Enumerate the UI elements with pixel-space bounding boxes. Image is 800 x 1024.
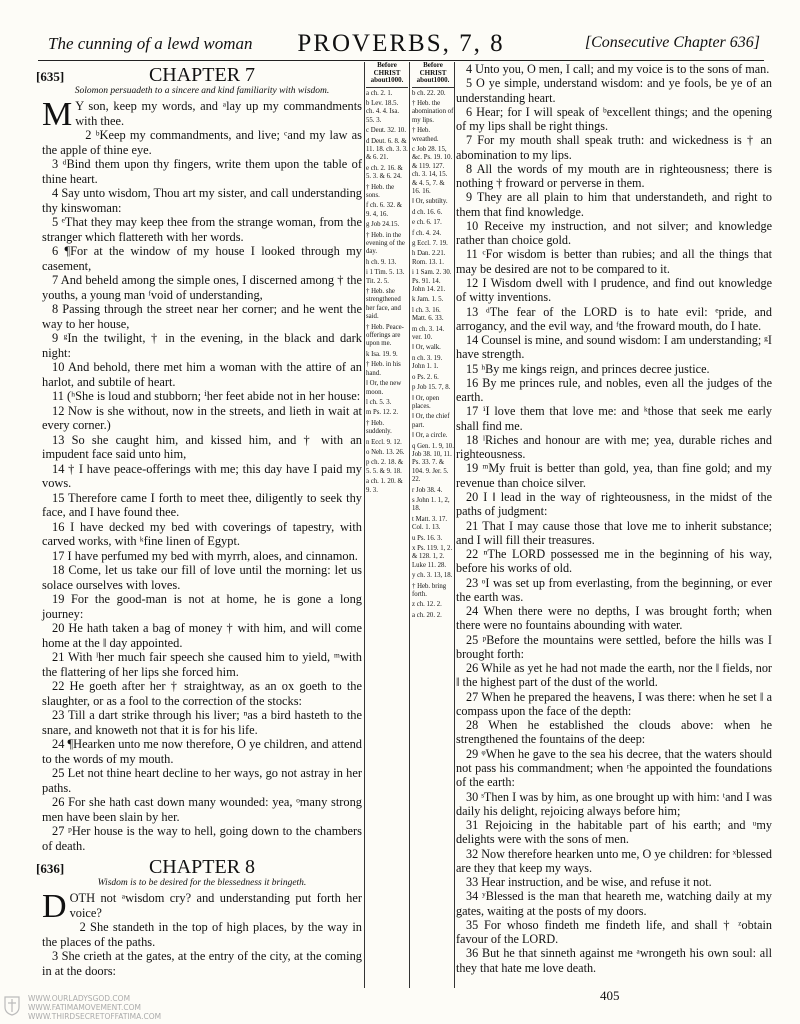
- margin-header-b: [412, 62, 454, 88]
- verse: [42, 462, 362, 491]
- margin-reference: d ch. 16. 6.: [412, 208, 443, 216]
- margin-reference: f ch. 6. 32. & 9. 4, 16.: [366, 202, 403, 218]
- margin-reference: u Ps. 16. 3.: [412, 534, 443, 542]
- verse: [456, 847, 772, 876]
- chapter-7-heading: [36, 64, 362, 86]
- verse-text: 19 For the good-man is not at home, he is gone a long journey:: [42, 592, 362, 621]
- margin-reference: p ch. 2. 18. & 5. 5. & 9. 18.: [366, 459, 404, 475]
- margin-reference: e ch. 6. 17.: [412, 219, 442, 227]
- verse-text: 3 She crieth at the gates, at the entry of the city, at the coming in at the doors:: [42, 949, 362, 978]
- header-left: The cunning of a lewd woman: [48, 34, 253, 53]
- verse: [456, 946, 772, 975]
- running-header: [38, 30, 764, 61]
- margin-reference: q Gen. 1. 9, 10. Job 38. 10, 11. Ps. 33. 7. & 104. 9. Jer. 5. 22.: [412, 442, 454, 484]
- chapter-7-summary: Solomon persuadeth to a sincere and kind familiarity with wisdom.: [74, 86, 330, 96]
- verse: [456, 889, 772, 918]
- watermark-line: WWW.FATIMAMOVEMENT.COM: [28, 1003, 141, 1012]
- verse-text: 8 All the words of my mouth are in righteousness; there is nothing † froward or perverse in them.: [456, 161, 772, 191]
- verse-text: 11 ᶜFor wisdom is better than rubies; and all the things that may be desired are not to be compared to it.: [456, 247, 772, 276]
- watermark-line: WWW.OURLADYSGOD.COM: [28, 994, 131, 1003]
- verse: [456, 133, 772, 162]
- verse: [456, 247, 772, 276]
- drop-cap: M: [42, 96, 73, 133]
- verse: [42, 888, 362, 925]
- verse: [456, 376, 772, 405]
- verse: [42, 592, 362, 621]
- verse-text: 14 † I have peace-offerings with me; this day have I paid my vows.: [42, 461, 362, 490]
- page-number: 405: [600, 988, 620, 1003]
- margin-references-b: [412, 62, 454, 988]
- margin-reference: o Neh. 13. 26.: [366, 448, 405, 456]
- margin-reference: † Heb. in his hand.: [366, 361, 401, 377]
- margin-reference: a ch. 20. 2.: [412, 611, 442, 619]
- verse-text: 31 Rejoicing in the habitable part of his earth; and ᵘmy delights were with the sons of men.: [456, 818, 772, 847]
- verse-text: 13 ᵈThe fear of the LORD is to hate evil: ᵉpride, and arrogancy, and the evil way, and ᶠthe froward mouth, do I hate.: [456, 304, 772, 333]
- margin-reference: e ch. 2. 16. & 5. 3. & 6. 24.: [366, 164, 403, 181]
- margin-reference: r Job 38. 4.: [412, 486, 443, 494]
- verse: [456, 547, 772, 576]
- verse-text: 2 She standeth in the top of high places, by the way in the places of the paths.: [42, 920, 362, 949]
- verse: [456, 404, 772, 433]
- verse: [42, 824, 362, 853]
- column-rule: [454, 62, 455, 988]
- margin-header-line: about1000.: [416, 76, 450, 84]
- verse-text: 16 By me princes rule, and nobles, even all the judges of the earth.: [456, 375, 772, 405]
- margin-reference: k Jam. 1. 5.: [412, 296, 444, 304]
- margin-reference: b Lev. 18.5. ch. 4. 4. Isa. 55. 3.: [366, 99, 400, 124]
- verse-text: Y son, keep my words, and ᵃlay up my commandments with thee.: [75, 99, 362, 128]
- margin-reference: i 1 Sam. 2. 30. Ps. 91. 14. John 14. 21.: [412, 269, 452, 294]
- verse: [42, 563, 362, 592]
- verse-text: 20 He hath taken a bag of money † with him, and will come home at the ‖ day appointed.: [42, 621, 362, 650]
- margin-reference: i 1 Tim. 5. 13. Tit. 2. 5.: [366, 269, 405, 285]
- verse: [42, 766, 362, 795]
- verse-text: 23 ᵒI was set up from everlasting, from the beginning, or ever the earth was.: [456, 575, 772, 604]
- chapter-8-number: [636]: [36, 861, 65, 876]
- margin-reference: ‖ Or, walk.: [412, 344, 441, 352]
- margin-reference: † Heb. she strengthened her face, and said.: [366, 288, 401, 321]
- verse: [42, 404, 362, 433]
- verse-text: 27 When he prepared the heavens, I was there: when he set ‖ a compass upon the face of the depth:: [456, 689, 772, 718]
- verse: [42, 96, 362, 133]
- margin-header-line: CHRIST: [373, 68, 401, 77]
- chapter-7-number: [635]: [36, 69, 65, 84]
- verse: [456, 219, 772, 248]
- chapter-7-title: CHAPTER 7: [148, 64, 256, 86]
- verse: [42, 920, 362, 949]
- verse: [42, 650, 362, 679]
- verse: [456, 433, 772, 462]
- chapter-8-title: CHAPTER 8: [148, 856, 256, 878]
- verse: [42, 273, 362, 302]
- verse: [42, 520, 362, 549]
- shield-logo-icon: [4, 996, 20, 1016]
- margin-reference: † Heb. the abomination of my lips.: [412, 99, 454, 124]
- margin-reference: y ch. 3. 13, 18.: [412, 572, 453, 580]
- margin-reference: h Dan. 2.21. Rom. 13. 1.: [412, 250, 446, 266]
- verse-text: 16 I have decked my bed with coverings of tapestry, with carved works, with ᵏfine linen of Egypt.: [42, 519, 362, 548]
- verse: [456, 918, 772, 947]
- verse: [42, 157, 362, 186]
- right-text-column: [456, 62, 772, 988]
- verse: [42, 215, 362, 244]
- verse-text: 26 For she hath cast down many wounded: yea, ᵒmany strong men have been slain by her.: [42, 795, 362, 824]
- verse-text: 4 Say unto wisdom, Thou art my sister, and call understanding thy kinswoman:: [42, 186, 362, 215]
- margin-header-line: Before: [377, 61, 397, 69]
- verse: [456, 105, 772, 134]
- verse: [42, 549, 362, 564]
- verse: [42, 491, 362, 520]
- margin-reference: g Eccl. 7. 19.: [412, 240, 448, 247]
- verse-text: 25 Let not thine heart decline to her ways, go not astray in her paths.: [42, 766, 362, 795]
- verse: [456, 333, 772, 362]
- margin-reference: c Job 28. 15, &c. Ps. 19. 10. & 119. 127. ch. 3. 14, 15. & 4. 5, 7. & 16. 16.: [412, 145, 453, 195]
- verse-text: 23 Till a dart strike through his liver; ⁿas a bird hasteth to the snare, and knoweth not that it is for his life.: [42, 708, 362, 737]
- drop-cap: D: [42, 888, 67, 925]
- verse: [42, 708, 362, 737]
- margin-reference: † Heb. Peace-offerings are upon me.: [366, 323, 404, 348]
- verse: [42, 128, 362, 157]
- verse-text: 10 Receive my instruction, and not silver; and knowledge rather than choice gold.: [456, 218, 772, 248]
- verse: [456, 190, 772, 219]
- chapter-8-verses-left: [42, 888, 362, 978]
- margin-header-a: [366, 62, 408, 88]
- verse-text: 7 And beheld among the simple ones, I discerned among † the youths, a young man ᶠvoid of understanding,: [42, 273, 362, 302]
- verse: [42, 433, 362, 462]
- verse-text: 26 While as yet he had not made the earth, nor the ‖ fields, nor ‖ the highest part of the dust of the world.: [456, 661, 772, 690]
- verse-text: 29 ᵠWhen he gave to the sea his decree, that the waters should not pass his commandment; when ʳhe appointed the foundations of the earth:: [456, 746, 772, 790]
- verse-text: 21 With ˡher much fair speech she caused him to yield, ᵐwith the flattering of her lips she forced him.: [42, 650, 362, 679]
- verse-text: 6 ¶For at the window of my house I looked through my casement,: [42, 244, 362, 273]
- margin-reference: n ch. 3. 19. John 1. 1.: [412, 354, 443, 371]
- verse: [456, 461, 772, 490]
- verse-text: 25 ᵖBefore the mountains were settled, before the hills was I brought forth:: [456, 632, 772, 661]
- verse: [42, 360, 362, 389]
- margin-reference: k Isa. 19. 9.: [366, 350, 398, 358]
- verse-text: 9 They are all plain to him that understandeth, and right to them that find knowledge.: [456, 190, 772, 219]
- chapter-8-verses-right: [456, 62, 772, 975]
- verse-text: 2 ᵇKeep my commandments, and live; ᶜand my law as the apple of thine eye.: [42, 128, 362, 157]
- verse-text: 9 ᵍIn the twilight, † in the evening, in the black and dark night:: [42, 331, 362, 360]
- verse-text: 5 ᵉThat they may keep thee from the strange woman, from the stranger which flattereth with her words.: [42, 215, 362, 244]
- verse: [42, 949, 362, 978]
- verse-text: 14 Counsel is mine, and sound wisdom: I am understanding; ᵍI have strength.: [456, 333, 772, 362]
- verse-text: 8 Passing through the street near her corner; and he went the way to her house,: [42, 302, 362, 331]
- verse: [456, 633, 772, 662]
- left-text-column: [36, 62, 362, 988]
- margin-reference: ‖ Or, a circle.: [412, 432, 448, 440]
- margin-reference: s John 1. 1, 2, 18.: [412, 496, 450, 513]
- margin-references-a: [366, 62, 408, 988]
- verse: [456, 818, 772, 847]
- verse-text: 22 He goeth after her † straightway, as an ox goeth to the slaughter, or as a fool to the correction of the stocks:: [42, 679, 362, 708]
- verse-text: 24 ¶Hearken unto me now therefore, O ye children, and attend to the words of my mouth.: [42, 737, 362, 766]
- verse-text: 10 And behold, there met him a woman with the attire of an harlot, and subtile of heart.: [42, 360, 362, 389]
- verse: [42, 679, 362, 708]
- verse: [42, 302, 362, 331]
- margin-reference: c Deut. 32. 10.: [366, 127, 407, 135]
- verse-text: 33 Hear instruction, and be wise, and refuse it not.: [466, 875, 712, 890]
- margin-reference: ‖ Or, subtilty.: [412, 198, 448, 206]
- verse-text: 24 When there were no depths, I was brought forth; when there were no fountains abounding with water.: [456, 604, 772, 633]
- verse-text: 15 ʰBy me kings reign, and princes decree justice.: [466, 361, 710, 376]
- margin-reference: x Ps. 119. 1, 2. & 128. 1, 2. Luke 11. 28.: [412, 545, 453, 569]
- verse-text: 34 ʸBlessed is the man that heareth me, watching daily at my gates, waiting at the posts of my doors.: [456, 889, 772, 918]
- verse: [42, 389, 362, 404]
- margin-header-line: about1000.: [370, 76, 404, 84]
- verse: [456, 718, 772, 747]
- verse-text: 4 Unto you, O men, I call; and my voice is to the sons of man.: [466, 62, 770, 76]
- margin-reference: h ch. 9. 13.: [366, 258, 397, 266]
- verse-text: 35 For whoso findeth me findeth life, and shall † ᶻobtain favour of the LORD.: [456, 917, 772, 947]
- verse: [42, 244, 362, 273]
- margin-reference: m Ps. 12. 2.: [366, 409, 399, 417]
- margin-reference: d Deut. 6. 8. & 11. 18. ch. 3. 3. & 6. 21.: [366, 137, 408, 162]
- header-right: [Consecutive Chapter 636]: [584, 34, 760, 51]
- verse: [456, 661, 772, 690]
- verse-text: 3 ᵈBind them upon thy fingers, write them upon the table of thine heart.: [42, 157, 362, 186]
- verse-text: 22 ⁿThe LORD possessed me in the beginning of his way, before his works of old.: [456, 547, 772, 576]
- verse: [456, 62, 772, 76]
- verse: [456, 362, 772, 376]
- margin-reference: ‖ Or, open places.: [412, 394, 440, 410]
- verse-text: OTH not ᵃwisdom cry? and understanding put forth her voice?: [69, 891, 362, 920]
- verse: [456, 690, 772, 719]
- verse-text: 13 So she caught him, and kissed him, and † with an impudent face said unto him,: [42, 432, 362, 461]
- header-book-title: PROVERBS, 7, 8: [297, 30, 505, 57]
- verse-text: 7 For my mouth shall speak truth: and wickedness is † an abomination to my lips.: [456, 133, 772, 162]
- margin-reference: † Heb. in the evening of the day.: [366, 231, 405, 256]
- margin-reference: ‖ Or, the new moon.: [366, 380, 402, 396]
- margin-reference: a ch. 2. 1.: [366, 89, 393, 97]
- verse-text: 12 I Wisdom dwell with ‖ prudence, and find out knowledge of witty inventions.: [456, 275, 772, 305]
- verse: [456, 162, 772, 191]
- verse-text: 17 ⁱI love them that love me: and ᵏthose that seek me early shall find me.: [456, 404, 772, 433]
- margin-reference: ‖ Or, the chief part.: [412, 413, 450, 429]
- verse-text: 12 Now is she without, now in the streets, and lieth in wait at every corner.): [42, 403, 362, 432]
- margin-reference: b ch. 22. 20.: [412, 89, 446, 97]
- verse: [42, 737, 362, 766]
- verse: [456, 576, 772, 605]
- verse: [42, 621, 362, 650]
- verse-text: 21 That I may cause those that love me to inherit substance; and I will fill their treasures.: [456, 518, 772, 547]
- margin-reference: a ch. 1. 20. & 9. 3.: [366, 478, 403, 494]
- verse-text: 11 (ʰShe is loud and stubborn; ⁱher feet abide not in her house:: [52, 389, 361, 403]
- verse-text: 6 Hear; for I will speak of ᵇexcellent things; and the opening of my lips shall be right things.: [456, 104, 772, 134]
- verse: [42, 795, 362, 824]
- verse-text: 28 When he established the clouds above: when he strengthened the fountains of the deep:: [456, 718, 772, 747]
- verse: [456, 305, 772, 334]
- margin-reference: t Matt. 3. 17. Col. 1. 13.: [412, 515, 448, 532]
- verse-text: 32 Now therefore hearken unto me, O ye children: for ˣblessed are they that keep my ways.: [456, 846, 772, 875]
- verse: [456, 276, 772, 305]
- margin-reference: † Heb. suddenly.: [366, 419, 392, 436]
- verse-text: 30 ˢThen I was by him, as one brought up with him: ᵗand I was daily his delight, rejoicing always before him;: [456, 789, 772, 818]
- margin-reference: † Heb. the sons.: [366, 183, 395, 199]
- margin-reference: n Eccl. 9. 12.: [366, 438, 402, 446]
- verse-text: 5 O ye simple, understand wisdom: and ye fools, be ye of an understanding heart.: [456, 76, 772, 105]
- column-rule: [364, 62, 365, 988]
- margin-reference: † Heb. wreathed.: [412, 127, 439, 143]
- verse-text: 18 ˡRiches and honour are with me; yea, durable riches and righteousness.: [456, 432, 772, 462]
- verse-text: 17 I have perfumed my bed with myrrh, aloes, and cinnamon.: [52, 548, 358, 563]
- margin-reference: o Ps. 2. 6.: [412, 373, 439, 381]
- watermark-line: WWW.THIRDSECRETOFFATIMA.COM: [28, 1012, 162, 1021]
- verse: [456, 490, 772, 519]
- verse: [456, 790, 772, 819]
- verse: [456, 747, 772, 790]
- margin-reference: g Job 24.15.: [366, 221, 400, 229]
- verse-text: 18 Come, let us take our fill of love until the morning: let us solace ourselves with loves.: [42, 563, 362, 592]
- margin-reference: z ch. 12. 2.: [412, 601, 442, 609]
- verse-text: 19 ᵐMy fruit is better than gold, yea, than fine gold; and my revenue than choice silver.: [456, 461, 772, 490]
- verse: [456, 519, 772, 548]
- verse: [42, 186, 362, 215]
- margin-header-line: CHRIST: [419, 68, 447, 77]
- margin-reference: l ch. 5. 3.: [366, 398, 392, 406]
- chapter-8-heading: [36, 856, 362, 878]
- verse-text: 20 I ‖ lead in the way of righteousness, in the midst of the paths of judgment:: [456, 489, 772, 519]
- chapter-7-verses: [42, 96, 362, 853]
- verse: [42, 331, 362, 360]
- margin-reference: l ch. 3. 16. Matt. 6. 33.: [412, 306, 444, 323]
- column-rule: [409, 62, 410, 988]
- margin-reference: † Heb. bring forth.: [412, 582, 447, 599]
- verse-text: 15 Therefore came I forth to meet thee, diligently to seek thy face, and I have found thee.: [42, 490, 362, 519]
- verse: [456, 76, 772, 105]
- verse: [456, 604, 772, 633]
- margin-reference: f ch. 4. 24.: [412, 229, 442, 237]
- margin-reference: m ch. 3. 14. ver. 10.: [412, 325, 445, 342]
- verse: [456, 875, 772, 889]
- margin-header-line: Before: [423, 61, 443, 69]
- verse-text: 27 ᵖHer house is the way to hell, going down to the chambers of death.: [42, 824, 362, 853]
- chapter-8-summary: Wisdom is to be desired for the blessedness it bringeth.: [97, 878, 307, 888]
- verse-text: 36 But he that sinneth against me ᵃwrongeth his own soul: all they that hate me love death.: [456, 946, 772, 975]
- margin-reference: p Job 15. 7, 8.: [412, 384, 451, 392]
